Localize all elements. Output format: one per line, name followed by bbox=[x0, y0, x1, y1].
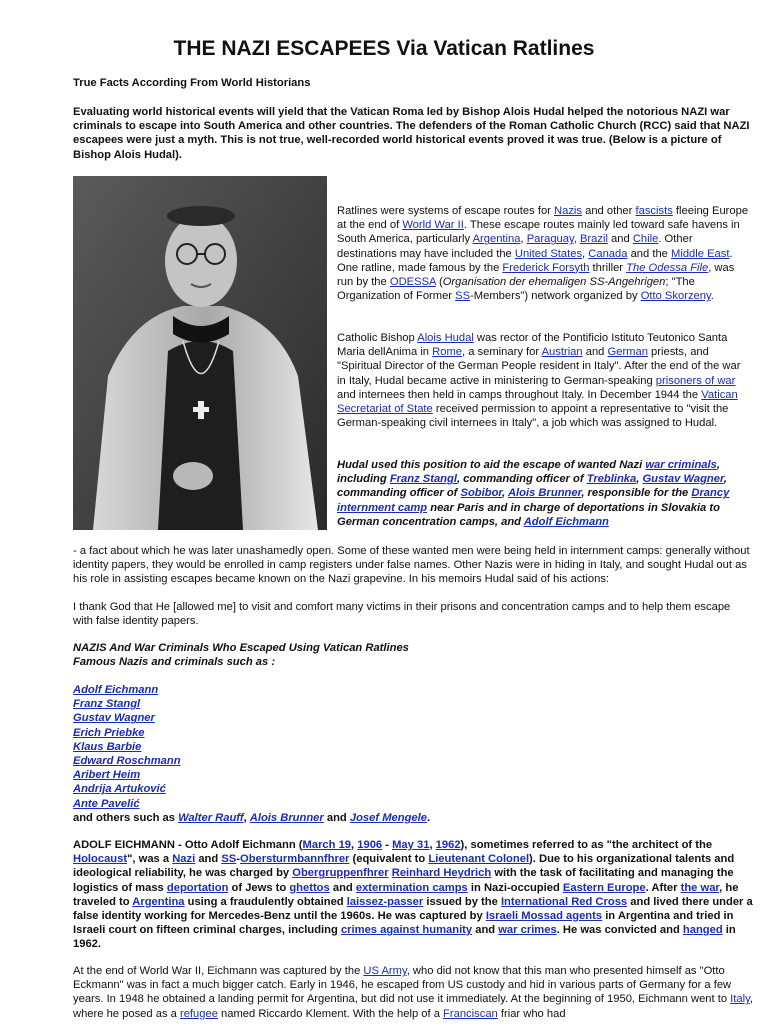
link-united-states[interactable]: United States bbox=[514, 247, 583, 260]
list-subheading: Famous Nazis and criminals such as : bbox=[73, 656, 276, 668]
list-item-link[interactable]: Adolf Eichmann bbox=[73, 684, 159, 696]
text: , bbox=[502, 487, 508, 500]
link-german[interactable]: German bbox=[607, 346, 648, 359]
text: with the task of facilitating and managing the logistics of mass bbox=[73, 867, 734, 894]
link-nazis[interactable]: Nazis bbox=[554, 205, 582, 217]
link-ss[interactable]: SS bbox=[221, 853, 237, 866]
eichmann-paragraph bbox=[73, 838, 753, 952]
link-israeli-mossad-agents[interactable]: Israeli Mossad agents bbox=[485, 910, 603, 923]
text: ", was a bbox=[127, 853, 173, 866]
link-treblinka[interactable]: Treblinka bbox=[586, 473, 637, 486]
text: (equivalent to bbox=[349, 853, 429, 866]
list-item-link[interactable]: Franz Stangl bbox=[73, 698, 141, 711]
page-title: THE NAZI ESCAPEES Via Vatican Ratlines bbox=[173, 37, 595, 60]
link-prisoners-of-war[interactable]: prisoners of war bbox=[655, 374, 736, 387]
hudal-quote: I thank God that He [allowed me] to visit and comfort many victims in their prisons and concentration camps and to help them escape with false identity papers. bbox=[73, 601, 731, 628]
list-item-link[interactable]: Andrija Artuković bbox=[73, 783, 166, 796]
link-1962[interactable]: 1962 bbox=[435, 839, 461, 851]
text: , bbox=[351, 839, 358, 851]
ratlines-paragraph bbox=[337, 204, 749, 303]
list-item-link[interactable]: Klaus Barbie bbox=[73, 740, 142, 753]
text: fleeing Europe at the end of bbox=[337, 205, 749, 232]
text: friar who had bbox=[497, 1007, 566, 1020]
link-middle-east[interactable]: Middle East bbox=[671, 247, 730, 260]
text: . bbox=[426, 811, 431, 824]
hudal-paragraph bbox=[337, 331, 749, 430]
text: . After bbox=[645, 881, 681, 894]
text: ; "The Organization of Former bbox=[337, 276, 695, 303]
text: near Paris and in charge of deportations in Slovakia to German concentration camps, and bbox=[337, 501, 720, 528]
text: . He was convicted and bbox=[556, 924, 683, 937]
eichmann-escape-paragraph bbox=[73, 964, 753, 1021]
text: received permission to appoint a representative to "visit the German-speaking civil internees in Italy", a job which was assigned to Hudal. bbox=[337, 403, 729, 430]
hudal-escape-paragraph-bottom bbox=[73, 544, 753, 587]
link-franciscan[interactable]: Franciscan bbox=[443, 1007, 498, 1020]
text: , bbox=[582, 247, 589, 260]
link-laissez-passer[interactable]: laissez-passer bbox=[346, 895, 424, 908]
list-item-link[interactable]: Ante Pavelić bbox=[73, 797, 140, 810]
link-adolf-eichmann[interactable]: Adolf Eichmann bbox=[523, 515, 609, 528]
text: , bbox=[520, 233, 527, 246]
link-holocaust[interactable]: Holocaust bbox=[73, 853, 128, 866]
link-argentina[interactable]: Argentina bbox=[132, 895, 185, 908]
link-refugee[interactable]: refugee bbox=[179, 1007, 218, 1020]
link-sobibor[interactable]: Sobibor bbox=[460, 487, 503, 500]
link-brazil[interactable]: Brazil bbox=[579, 233, 608, 246]
link-us-army[interactable]: US Army bbox=[363, 965, 407, 977]
link-eastern-europe[interactable]: Eastern Europe bbox=[562, 881, 646, 894]
link-odessa[interactable]: ODESSA bbox=[389, 276, 436, 289]
link-ghettos[interactable]: ghettos bbox=[289, 881, 330, 894]
link-secretariat-of-state[interactable]: Secretariat of State bbox=[337, 403, 433, 416]
link-odessa-file[interactable]: The Odessa File bbox=[626, 261, 709, 274]
text: using a fraudulently obtained bbox=[184, 895, 347, 908]
link-international-red-cross[interactable]: International Red Cross bbox=[500, 895, 628, 908]
text: , bbox=[636, 473, 643, 486]
link-franz-stangl[interactable]: Franz Stangl bbox=[389, 473, 457, 486]
list-item-link[interactable]: Edward Roschmann bbox=[73, 755, 181, 768]
list-item-link[interactable]: Erich Priebke bbox=[73, 726, 145, 739]
text: and other bbox=[582, 205, 636, 217]
link-deportation[interactable]: deportation bbox=[166, 881, 229, 894]
text: , he traveled to bbox=[73, 881, 739, 908]
text: and the bbox=[627, 247, 672, 260]
link-war-criminals[interactable]: war criminals bbox=[645, 459, 717, 471]
link-vatican[interactable]: Vatican bbox=[701, 388, 738, 401]
text: , where he posed as a bbox=[73, 993, 753, 1020]
text: , bbox=[243, 811, 250, 824]
portrait-illustration bbox=[73, 176, 327, 530]
link-obersturmbannfuhrer[interactable]: Obersturmbannfhrer bbox=[240, 853, 350, 866]
link-alois-brunner[interactable]: Alois Brunner bbox=[249, 811, 324, 824]
text: , including bbox=[337, 459, 720, 486]
text: in Nazi-occupied bbox=[467, 881, 563, 894]
text: and bbox=[195, 853, 222, 866]
text: , responsible for the bbox=[581, 487, 692, 500]
link-war-crimes[interactable]: war crimes bbox=[498, 924, 557, 937]
text: issued by the bbox=[423, 895, 501, 908]
text: thriller bbox=[589, 261, 627, 274]
text: , commanding officer of bbox=[456, 473, 587, 486]
criminals-list bbox=[73, 683, 573, 825]
text: in Argentina and tried in Israeli court on fifteen criminal charges, including bbox=[73, 910, 734, 937]
link-world-war-ii[interactable]: World War II bbox=[402, 219, 464, 232]
text: ). Due to his organizational talents and ideological reliability, he was charged by bbox=[73, 853, 735, 880]
text: and others such as bbox=[73, 811, 179, 824]
list-item-link[interactable]: Aribert Heim bbox=[73, 769, 141, 782]
link-otto-skorzeny[interactable]: Otto Skorzeny bbox=[640, 290, 711, 303]
text: Hudal used this position to aid the escape of wanted Nazi bbox=[337, 459, 646, 471]
link-reinhard-heydrich[interactable]: Reinhard Heydrich bbox=[391, 867, 492, 880]
link-alois-brunner[interactable]: Alois Brunner bbox=[507, 487, 582, 500]
link-frederick-forsyth[interactable]: Frederick Forsyth bbox=[502, 261, 590, 274]
text: , a seminary for bbox=[461, 346, 542, 359]
bishop-hudal-photo bbox=[73, 176, 327, 530]
text: -Members") network organized by bbox=[470, 290, 641, 303]
text: and bbox=[329, 881, 356, 894]
link-italy[interactable]: Italy bbox=[730, 993, 750, 1006]
text: - bbox=[382, 839, 393, 851]
text: of Jews to bbox=[228, 881, 290, 894]
link-1906[interactable]: 1906 bbox=[357, 839, 383, 851]
text: and bbox=[472, 924, 499, 937]
intro-paragraph: Evaluating world historical events will yield that the Vatican Roma led by Bishop Alois Hudal helped the notorious NAZI war criminals to escape into South America and other countries. The defenders of the Roman Catholic Church (RCC) said that NAZI escapees were just a myth. This is not true, well-recorded world historical events proved it was true. (Below is a picture of Bishop Alois Hudal). bbox=[73, 106, 750, 161]
text: , bbox=[429, 839, 436, 851]
link-fascists[interactable]: fascists bbox=[635, 205, 673, 217]
link-the-war[interactable]: the war bbox=[680, 881, 720, 894]
text: - bbox=[236, 853, 240, 866]
text: . One ratline, made famous by the bbox=[337, 247, 733, 274]
text: , was run by the bbox=[337, 261, 735, 289]
hudal-escape-paragraph-top bbox=[337, 458, 749, 529]
text: and bbox=[582, 346, 608, 359]
text: and bbox=[607, 233, 633, 246]
text: - a fact about which he was later unashamedly open. Some of these wanted men were being held in internment camps: generally without identity papers, they would be enrolled in camp registers under false names. Other Nazis were in hiding in Italy, and sought Hudal out as his role in assisting escapes became known on the Nazi grapevine. In his memoirs Hudal said of his actions: bbox=[73, 545, 750, 586]
link-may-31[interactable]: May 31 bbox=[392, 839, 430, 851]
italic-text: Organisation der ehemaligen SS-Angehrigen bbox=[442, 276, 666, 289]
link-rome[interactable]: Rome bbox=[432, 346, 462, 359]
text: Catholic Bishop bbox=[337, 332, 418, 344]
text: in 1962. bbox=[73, 924, 736, 951]
list-item-link[interactable]: Gustav Wagner bbox=[73, 712, 155, 725]
text: and internees then held in camps throughout Italy. In December 1944 the bbox=[337, 388, 702, 401]
link-march-19[interactable]: March 19 bbox=[302, 839, 352, 851]
link-argentina[interactable]: Argentina bbox=[472, 233, 521, 246]
link-obergruppenfuhrer[interactable]: Obergruppenfhrer bbox=[292, 867, 389, 880]
text: , commanding officer of bbox=[337, 473, 727, 500]
link-alois-hudal[interactable]: Alois Hudal bbox=[417, 332, 474, 344]
link-hanged[interactable]: hanged bbox=[682, 924, 723, 937]
text: . Other destinations may have included the bbox=[337, 233, 693, 260]
link-nazi[interactable]: Nazi bbox=[172, 853, 196, 866]
text: priests, and "Spiritual Director of the German People resident in Italy". After the end of the war in Italy, Hudal became active in ministering to German-speaking bbox=[337, 346, 741, 387]
text: Ratlines were systems of escape routes for bbox=[337, 205, 555, 217]
text: named Riccardo Klement. With the help of a bbox=[217, 1007, 444, 1020]
text: , bbox=[573, 233, 580, 246]
link-canada[interactable]: Canada bbox=[588, 247, 628, 260]
text: ), sometimes referred to as "the architect of the bbox=[460, 839, 713, 851]
link-paraguay[interactable]: Paraguay bbox=[526, 233, 574, 246]
text: , who did not know that this man who presented himself as "Otto Eckmann" was in fact a much bigger catch. Early in 1946, he escaped from US custody and hid in various parts of Germany for a few years. In 1948 he obtained a landing permit for Argentina, but did not use it immediately. At the beginning of 1950, Eichmann went to bbox=[73, 965, 732, 1006]
link-austrian[interactable]: Austrian bbox=[541, 346, 583, 359]
link-chile[interactable]: Chile bbox=[632, 233, 659, 246]
text: . bbox=[710, 290, 714, 303]
link-ss[interactable]: SS bbox=[455, 290, 471, 303]
text: At the end of World War II, Eichmann was captured by the bbox=[73, 965, 364, 977]
others-line bbox=[73, 811, 573, 825]
text: ADOLF EICHMANN - Otto Adolf Eichmann ( bbox=[73, 839, 303, 851]
link-josef-mengele[interactable]: Josef Mengele bbox=[349, 811, 427, 824]
subtitle: True Facts According From World Historians bbox=[73, 77, 311, 89]
text: ( bbox=[435, 276, 443, 289]
text: was rector of the Pontificio Istituto Teutonico Santa Maria dellAnima in bbox=[337, 332, 728, 359]
text: and lived there under a false identity working for Mercedes-Benz until the 1960s. He was captured by bbox=[73, 895, 753, 923]
link-walter-rauff[interactable]: Walter Rauff bbox=[178, 811, 244, 824]
link-lieutenant-colonel[interactable]: Lieutenant Colonel bbox=[428, 853, 530, 866]
text: . These escape routes mainly led toward safe havens in South America, particularly bbox=[337, 219, 740, 246]
link-drancy-internment-camp[interactable]: Drancy internment camp bbox=[337, 487, 730, 514]
link-crimes-against-humanity[interactable]: crimes against humanity bbox=[340, 924, 473, 937]
link-extermination-camps[interactable]: extermination camps bbox=[355, 881, 468, 894]
link-gustav-wagner[interactable]: Gustav Wagner bbox=[642, 473, 724, 486]
list-heading: NAZIS And War Criminals Who Escaped Using Vatican Ratlines bbox=[73, 642, 409, 654]
text: and bbox=[323, 811, 350, 824]
